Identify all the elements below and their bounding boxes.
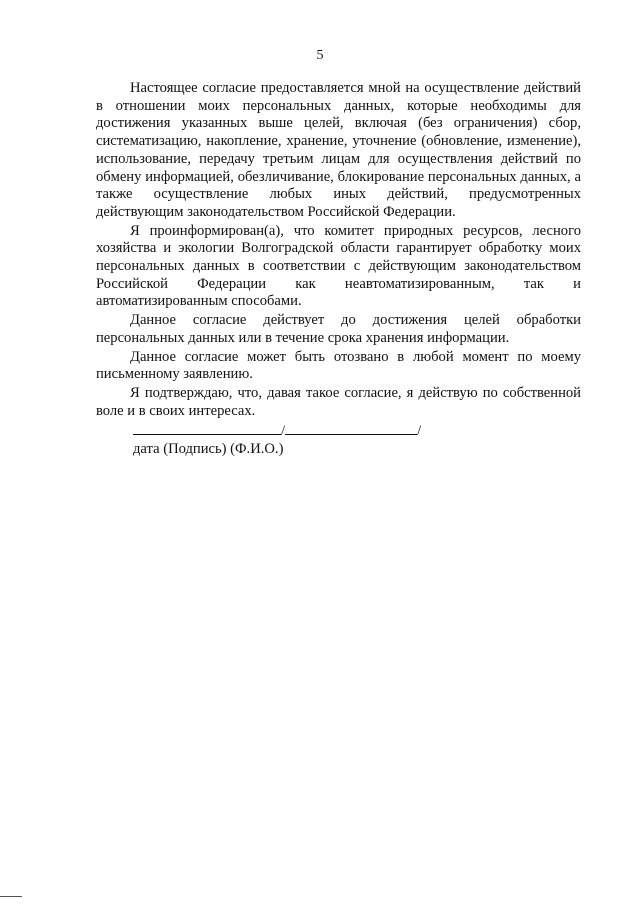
consent-body xyxy=(96,80,581,420)
paragraph-voluntary-confirmation: Я подтверждаю, что, давая такое согласие, я действую по собственной воле и в своих интересах. xyxy=(96,384,581,419)
page-number: 5 xyxy=(316,48,324,63)
signature-separator-end: / xyxy=(417,423,422,439)
signature-lines xyxy=(133,420,421,441)
full-name-blank xyxy=(285,420,417,435)
signature-block xyxy=(133,420,421,458)
signature-caption: дата (Подпись) (Ф.И.О.) xyxy=(133,440,284,457)
paragraph-processing-scope: Настоящее согласие предоставляется мной на осуществление действий в отношении моих персональных данных, которые необходимы для достижения указанных выше целей, включая (без ограничения) сбор, систематизацию, накопление, хранение, уточнение (обновление, изменение), использование, передачу третьим лицам для осуществления действий по обмену информацией, обезличивание, блокирование персональных данных, а также осуществление любых иных действий, предусмотренных действующим законодательством Российской Федерации. xyxy=(96,80,581,220)
scan-edge-mark xyxy=(0,896,22,897)
date-signature-blank xyxy=(133,420,281,435)
paragraph-committee-guarantee: Я проинформирован(а), что комитет природных ресурсов, лесного хозяйства и экологии Волгоградской области гарантирует обработку моих персональных данных в соответствии с действующим законодательством Российской Федерации как неавтоматизированным, так и автоматизированным способами. xyxy=(96,222,581,310)
signature-separator: / xyxy=(281,423,286,439)
paragraph-consent-revocation: Данное согласие может быть отозвано в любой момент по моему письменному заявлению. xyxy=(96,348,581,383)
paragraph-consent-duration: Данное согласие действует до достижения целей обработки персональных данных или в течение срока хранения информации. xyxy=(96,312,581,346)
